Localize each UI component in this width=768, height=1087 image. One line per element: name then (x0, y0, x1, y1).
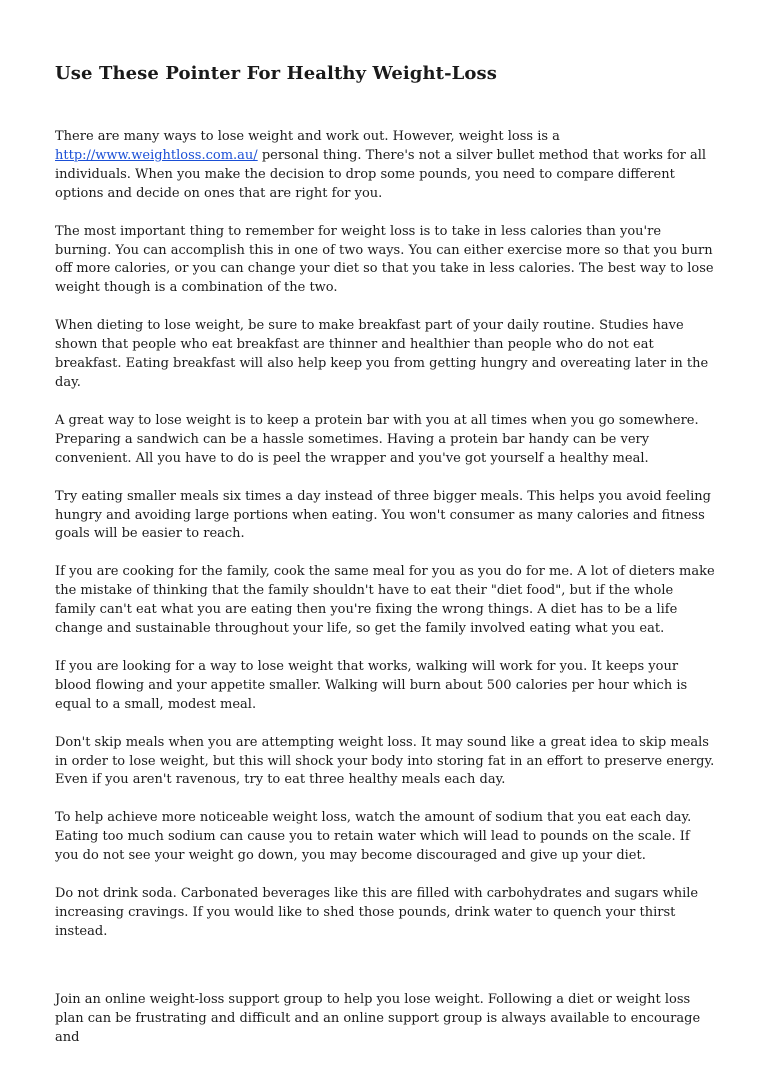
paragraph-10: Do not drink soda. Carbonated beverages like this are filled with carbohydrates and sugars while increasing cravings. If you would like to shed those pounds, drink water to quench your thirst instead. (55, 886, 699, 939)
paragraph-1 (55, 128, 716, 204)
page-title: Use These Pointer For Healthy Weight-Loss (55, 63, 497, 84)
paragraph-2: The most important thing to remember for weight loss is to take in less calories than you're burning. You can accomplish this in one of two ways. You can either exercise more so that you burn off more calories, or you can change your diet so that you take in less calories. The best way to lose weight though is a combination of the two. (55, 223, 714, 296)
paragraph-8: Don't skip meals when you are attempting weight loss. It may sound like a great idea to skip meals in order to lose weight, but this will shock your body into storing fat in an effort to preserve energy. Even if you aren't ravenous, try to eat three healthy meals each day. (55, 734, 715, 788)
paragraph-9: To help achieve more noticeable weight loss, watch the amount of sodium that you eat each day. Eating too much sodium can cause you to retain water which will lead to pounds on the scale. If you do not see your weight go down, you may become discouraged and give up your diet. (55, 810, 692, 864)
weightloss-link[interactable]: http://www.weightloss.com.au/ (55, 147, 258, 163)
paragraph-7: If you are looking for a way to lose weight that works, walking will work for you. It keeps your blood flowing and your appetite smaller. Walking will burn about 500 calories per hour which is equal to a small, modest meal. (55, 658, 688, 712)
paragraph-1-text-after-link: personal thing. There's not a silver bullet method that works for all individuals. When you make the decision to drop some pounds, you need to compare different options and decide on ones that are right for you. (55, 147, 707, 201)
paragraph-6: If you are cooking for the family, cook the same meal for you as you do for me. A lot of dieters make the mistake of thinking that the family shouldn't have to eat their "diet food", but if the whole family can't eat what you are eating then you're fixing the wrong things. A diet has to be a life change and sustainable throughout your life, so get the family involved eating what you eat. (55, 564, 715, 637)
paragraph-4: A great way to lose weight is to keep a protein bar with you at all times when you go somewhere. Preparing a sandwich can be a hassle sometimes. Having a protein bar handy can be very convenient. All you have to do is peel the wrapper and you've got yourself a healthy meal. (55, 412, 699, 466)
paragraph-3: When dieting to lose weight, be sure to make breakfast part of your daily routine. Studies have shown that people who eat breakfast are thinner and healthier than people who do not eat breakfast. Eating breakfast will also help keep you from getting hungry and overeating later in the day. (55, 318, 709, 390)
paragraph-1-text-before-link: There are many ways to lose weight and work out. However, weight loss is a (55, 129, 560, 144)
paragraph-11: Join an online weight-loss support group to help you lose weight. Following a diet or weight loss plan can be frustrating and difficult and an online support group is always available to encourage and (55, 991, 701, 1045)
paragraph-5: Try eating smaller meals six times a day instead of three bigger meals. This helps you avoid feeling hungry and avoiding large portions when eating. You won't consumer as many calories and fitness goals will be easier to reach. (55, 488, 712, 542)
